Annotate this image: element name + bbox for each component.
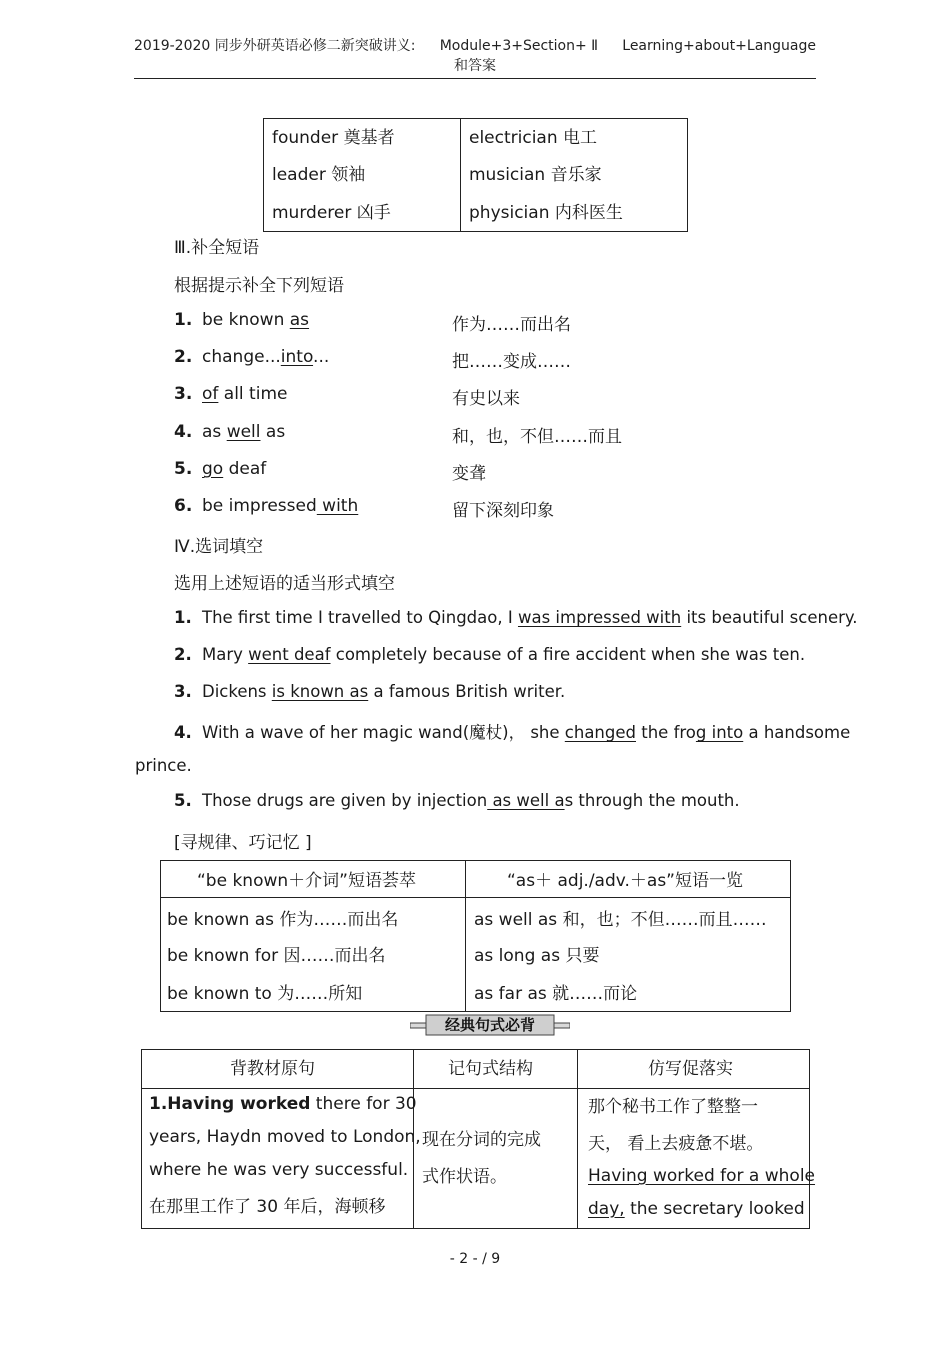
item-number: 5.	[174, 459, 193, 479]
section3-instruction: 根据提示补全下列短语	[174, 276, 344, 296]
fill-sentence	[174, 791, 740, 810]
phrase-answer: well	[226, 422, 261, 442]
practice-answer: Having worked for a whole	[588, 1166, 816, 1186]
vocab-cell: founder 奠基者	[272, 128, 395, 148]
sentence-answer: is known as	[271, 682, 369, 701]
sentence-answer: changed	[564, 723, 636, 742]
sentence-answer: was impressed with	[517, 608, 682, 627]
item-number: 4.	[174, 422, 193, 442]
sentence-text: Those drugs are given by injection	[202, 791, 488, 810]
item-number: 1.	[174, 608, 192, 627]
phrase-text: all time	[218, 384, 288, 404]
vocab-cell: musician 音乐家	[469, 165, 602, 185]
table-divider	[142, 1088, 809, 1089]
phrase-meaning: 作为……而出名	[452, 315, 571, 335]
phrase-text: change...	[202, 347, 281, 367]
tips-cell: be known to 为……所知	[167, 984, 363, 1004]
phrase-meaning: 把……变成……	[452, 352, 571, 372]
original-sentence-line: where he was very successful.	[149, 1160, 409, 1180]
phrase-answer: with	[316, 496, 359, 516]
sentence-text: Mary	[202, 645, 249, 664]
table-divider	[577, 1050, 578, 1228]
original-sentence-line	[149, 1094, 417, 1114]
phrase-item	[174, 459, 874, 484]
item-number: 5.	[174, 791, 192, 810]
structure-line: 现在分词的完成	[422, 1130, 541, 1150]
table-divider	[465, 861, 466, 1011]
phrase-answer: as	[289, 310, 310, 330]
table-divider	[161, 897, 790, 898]
sentence-text: a handsome	[743, 723, 851, 742]
phrase-item	[174, 384, 874, 409]
phrase-text: as	[260, 422, 286, 442]
phrase-text: be impressed	[202, 496, 317, 516]
tips-table	[160, 860, 791, 1012]
item-number: 2.	[174, 645, 192, 664]
phrase-item	[174, 496, 874, 521]
tips-cell: be known as 作为……而出名	[167, 910, 399, 930]
sentence-text: a famous British writer.	[368, 682, 566, 701]
sentence-text: the fro	[636, 723, 696, 742]
sentence-text: With a wave of her magic wand(魔杖)， she	[202, 723, 565, 742]
sentence-text: s through the mouth.	[564, 791, 740, 810]
vocab-col-left	[264, 119, 461, 231]
tips-cell: be known for 因……而出名	[167, 946, 386, 966]
section3-title: Ⅲ.补全短语	[174, 238, 260, 258]
item-number: 4.	[174, 723, 192, 742]
sentence-text: its beautiful scenery.	[681, 608, 858, 627]
original-sentence-line: 在那里工作了 30 年后，海顿移	[149, 1197, 386, 1217]
phrase-meaning: 变聋	[452, 464, 486, 484]
fill-sentence	[174, 608, 858, 627]
sentence-answer: g into	[695, 723, 744, 742]
section4-instruction: 选用上述短语的适当形式填空	[174, 574, 395, 594]
vocab-table	[263, 118, 688, 232]
phrase-meaning: 和，也，不但……而且	[452, 427, 622, 447]
header-section: Learning+about+Language	[622, 38, 816, 54]
phrase-item	[174, 422, 874, 447]
sentence-answer: as well a	[487, 791, 565, 810]
tips-col1-header: “be known＋介词”短语荟萃	[197, 871, 416, 891]
item-number: 1.	[174, 310, 193, 330]
vocab-cell: murderer 凶手	[272, 203, 391, 223]
phrase-answer: go	[202, 459, 224, 479]
vocab-cell: physician 内科医生	[469, 203, 623, 223]
tips-cell: as far as 就……而论	[474, 984, 638, 1004]
sentence-answer: went deaf	[248, 645, 331, 664]
col-header: 仿写促落实	[648, 1059, 733, 1079]
practice-text: the secretary looked	[624, 1199, 805, 1219]
phrase-text: be known	[202, 310, 290, 330]
section-banner	[410, 1014, 570, 1036]
header-module: Module+3+Section+ Ⅱ	[439, 38, 599, 54]
section4-title: Ⅳ.选词填空	[174, 537, 264, 557]
item-number: 6.	[174, 496, 193, 516]
phrase-answer: into	[280, 347, 314, 367]
sentence-bold: 1.Having worked	[149, 1094, 311, 1114]
col-header: 背教材原句	[230, 1059, 315, 1079]
item-number: 3.	[174, 682, 192, 701]
col-header: 记句式结构	[448, 1059, 533, 1079]
page-header	[134, 36, 816, 76]
practice-answer: day,	[588, 1199, 625, 1219]
tips-cell: as well as 和，也；不但……而且……	[474, 910, 767, 930]
phrase-meaning: 留下深刻印象	[452, 501, 554, 521]
practice-line: 那个秘书工作了整整一	[588, 1097, 758, 1117]
tips-cell: as long as 只要	[474, 946, 600, 966]
sentence-text: there for 30	[310, 1094, 417, 1114]
tips-title: [寻规律、巧记忆 ]	[174, 833, 312, 853]
fill-sentence	[174, 645, 805, 664]
practice-line: 天， 看上去疲惫不堪。	[588, 1134, 764, 1154]
original-sentence-line: years, Haydn moved to London,	[149, 1127, 421, 1147]
phrase-text: deaf	[223, 459, 267, 479]
header-title: 2019-2020 同步外研英语必修二新突破讲义:	[134, 38, 416, 54]
fill-sentence	[174, 682, 565, 701]
sentence-text: Dickens	[202, 682, 272, 701]
item-number: 3.	[174, 384, 193, 404]
structure-line: 式作状语。	[422, 1167, 507, 1187]
banner-title: 经典句式必背	[444, 1016, 535, 1034]
header-subtitle: 和答案	[454, 58, 496, 74]
phrase-meaning: 有史以来	[452, 389, 520, 409]
practice-line	[588, 1199, 805, 1219]
phrase-answer: of	[202, 384, 219, 404]
phrase-item	[174, 310, 874, 335]
sentence-continuation: prince.	[135, 756, 192, 775]
sentence-table	[141, 1049, 816, 1229]
fill-sentence	[174, 719, 850, 743]
vocab-col-right	[461, 119, 687, 231]
sentence-text: The first time I travelled to Qingdao, I	[202, 608, 518, 627]
header-divider	[134, 78, 816, 79]
vocab-cell: leader 领袖	[272, 165, 366, 185]
sentence-text: completely because of a fire accident when she was ten.	[330, 645, 806, 664]
phrase-text: ...	[313, 347, 330, 367]
vocab-cell: electrician 电工	[469, 128, 598, 148]
page-number: - 2 - / 9	[449, 1251, 501, 1267]
tips-col2-header: “as＋ adj./adv.＋as”短语一览	[507, 871, 743, 891]
phrase-item	[174, 347, 874, 372]
phrase-text: as	[202, 422, 227, 442]
item-number: 2.	[174, 347, 193, 367]
